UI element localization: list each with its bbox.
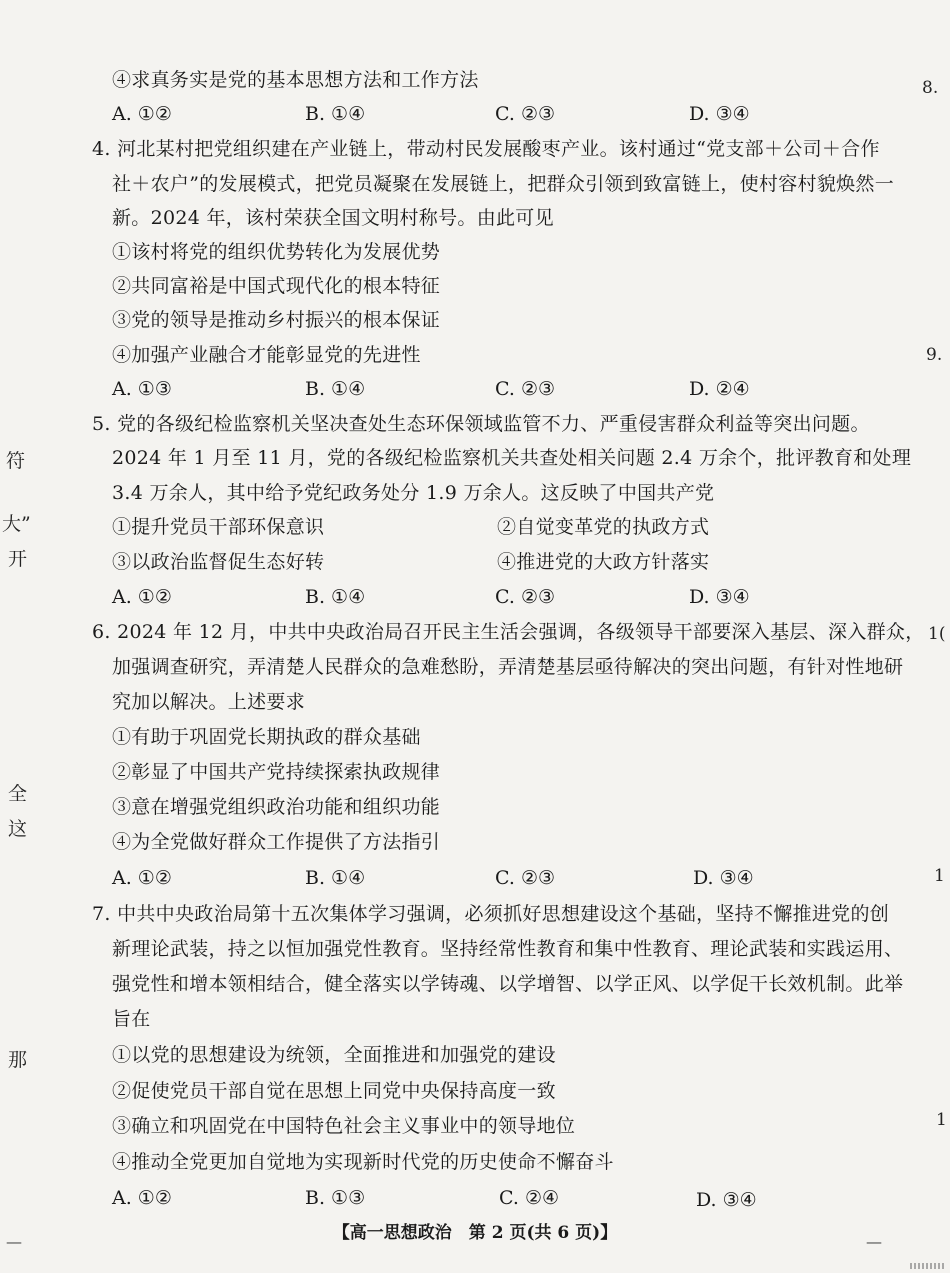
- q6-option-d: D. ③④: [693, 867, 754, 889]
- q6-statement-2: ②彰显了中国共产党持续探索执政规律: [112, 761, 441, 783]
- q7-option-d: D. ③④: [696, 1189, 757, 1211]
- q7-statement-4: ④推动全党更加自觉地为实现新时代党的历史使命不懈奋斗: [112, 1151, 614, 1173]
- q5-statement-3: ③以政治监督促生态好转: [112, 551, 325, 573]
- q6-option-a: A. ①②: [112, 867, 172, 889]
- q7-stem-line-4: 旨在: [112, 1008, 151, 1030]
- q4-option-a: A. ①③: [112, 378, 172, 400]
- scan-watermark-mark: [910, 1263, 944, 1269]
- q5-stem-line-1: 5. 党的各级纪检监察机关坚决查处生态环保领域监管不力、严重侵害群众利益等突出问题。: [92, 413, 870, 435]
- page-footer: 【高一思想政治 第 2 页(共 6 页)】: [332, 1223, 618, 1243]
- q4-statement-4: ④加强产业融合才能彰显党的先进性: [112, 344, 421, 366]
- q6-statement-1: ①有助于巩固党长期执政的群众基础: [112, 726, 421, 748]
- left-margin-char-2: 大”: [2, 513, 31, 535]
- right-corner-mark: —: [866, 1232, 882, 1251]
- q7-option-a: A. ①②: [112, 1187, 172, 1209]
- right-margin-number-4: 1: [934, 866, 945, 886]
- q4-statement-3: ③党的领导是推动乡村振兴的根本保证: [112, 309, 441, 331]
- q3-option-c: C. ②③: [495, 103, 556, 125]
- right-margin-number-2: 9.: [926, 345, 943, 365]
- q4-stem-line-3: 新。2024 年，该村荣获全国文明村称号。由此可见: [112, 207, 554, 229]
- q7-statement-2: ②促使党员干部自觉在思想上同党中央保持高度一致: [112, 1080, 556, 1102]
- q5-option-b: B. ①④: [305, 586, 366, 608]
- q6-stem-line-3: 究加以解决。上述要求: [112, 691, 306, 713]
- q3-option-a: A. ①②: [112, 103, 172, 125]
- q6-statement-3: ③意在增强党组织政治功能和组织功能: [112, 796, 441, 818]
- q3-option-d: D. ③④: [689, 103, 750, 125]
- q5-stem-line-2: 2024 年 1 月至 11 月，党的各级纪检监察机关共查处相关问题 2.4 万余个，批评教育和处理: [112, 447, 912, 469]
- q7-statement-1: ①以党的思想建设为统领，全面推进和加强党的建设: [112, 1044, 556, 1066]
- q7-stem-line-3: 强党性和增本领相结合，健全落实以学铸魂、以学增智、以学正风、以学促干长效机制。此举: [112, 973, 904, 995]
- q4-statement-2: ②共同富裕是中国式现代化的根本特征: [112, 275, 441, 297]
- left-margin-char-4: 全: [8, 783, 28, 805]
- q5-statement-1: ①提升党员干部环保意识: [112, 516, 325, 538]
- q7-option-b: B. ①③: [305, 1187, 366, 1209]
- q7-option-c: C. ②④: [499, 1187, 560, 1209]
- q4-option-c: C. ②③: [495, 378, 556, 400]
- q4-option-d: D. ②④: [689, 378, 750, 400]
- left-corner-mark: —: [6, 1232, 22, 1251]
- q3-option-b: B. ①④: [305, 103, 366, 125]
- q4-option-b: B. ①④: [305, 378, 366, 400]
- q5-stem-line-3: 3.4 万余人，其中给予党纪政务处分 1.9 万余人。这反映了中国共产党: [112, 482, 715, 504]
- q5-option-c: C. ②③: [495, 586, 556, 608]
- q5-statement-4: ④推进党的大政方针落实: [497, 551, 710, 573]
- left-margin-char-1: 符: [6, 450, 26, 472]
- q7-stem-line-2: 新理论武装，持之以恒加强党性教育。坚持经常性教育和集中性教育、理论武装和实践运用、: [112, 938, 904, 960]
- q7-stem-line-1: 7. 中共中央政治局第十五次集体学习强调，必须抓好思想建设这个基础，坚持不懈推进党的创: [92, 903, 890, 925]
- q4-stem-line-1: 4. 河北某村把党组织建在产业链上，带动村民发展酸枣产业。该村通过“党支部＋公司＋合作: [92, 138, 880, 160]
- q5-statement-2: ②自觉变革党的执政方式: [497, 516, 710, 538]
- q4-statement-1: ①该村将党的组织优势转化为发展优势: [112, 241, 441, 263]
- q6-stem-line-2: 加强调查研究，弄清楚人民群众的急难愁盼，弄清楚基层亟待解决的突出问题，有针对性地研: [112, 656, 904, 678]
- q6-option-b: B. ①④: [305, 867, 366, 889]
- left-margin-char-6: 那: [8, 1049, 28, 1071]
- right-margin-number-5: 1: [936, 1110, 947, 1130]
- q4-stem-line-2: 社＋农户”的发展模式，把党员凝聚在发展链上，把群众引领到致富链上，使村容村貌焕然一: [112, 173, 895, 195]
- q3-statement-4: ④求真务实是党的基本思想方法和工作方法: [112, 69, 479, 91]
- q5-option-d: D. ③④: [689, 586, 750, 608]
- right-margin-number-1: 8.: [922, 78, 939, 98]
- left-margin-char-3: 开: [8, 548, 28, 570]
- q6-option-c: C. ②③: [495, 867, 556, 889]
- right-margin-number-3: 1(: [928, 624, 946, 644]
- q6-statement-4: ④为全党做好群众工作提供了方法指引: [112, 831, 441, 853]
- q7-statement-3: ③确立和巩固党在中国特色社会主义事业中的领导地位: [112, 1115, 576, 1137]
- q6-stem-line-1: 6. 2024 年 12 月，中共中央政治局召开民主生活会强调，各级领导干部要深入基层、深入群众，: [92, 621, 925, 643]
- q5-option-a: A. ①②: [112, 586, 172, 608]
- left-margin-char-5: 这: [8, 818, 28, 840]
